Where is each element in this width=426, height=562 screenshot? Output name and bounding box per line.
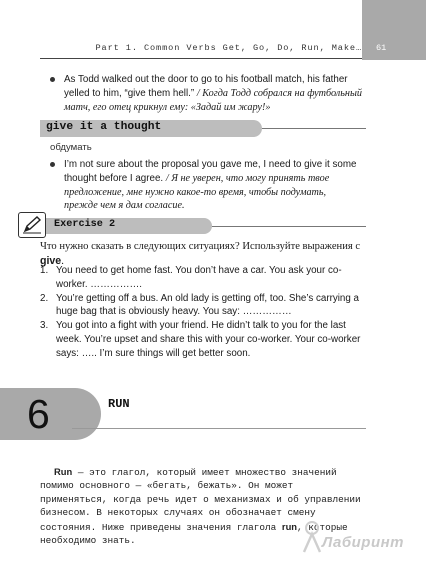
chapter-badge xyxy=(0,388,101,440)
section-heading-bar xyxy=(40,120,262,137)
exercise-item xyxy=(40,264,366,292)
exercise-item-text: You need to get home fast. You don’t have a car. You ask your co-worker. ……………. xyxy=(56,265,342,290)
exercise-instructions: Что нужно сказать в следующих ситуациях? Используйте выражения с give. xyxy=(40,241,361,267)
exercise-item-number: 2. xyxy=(40,292,49,304)
chapter-title: RUN xyxy=(108,397,130,411)
top-example xyxy=(50,73,362,114)
exercise-list xyxy=(40,264,366,361)
exercise-title: Exercise 2 xyxy=(54,219,116,230)
paragraph-keyword: Run xyxy=(54,466,73,477)
exercise-item xyxy=(40,319,366,360)
bullet-icon xyxy=(50,77,55,82)
exercise-divider xyxy=(212,226,366,227)
exercise-item-text: You’re getting off a bus. An old lady is getting off, too. She’s carrying a huge bag that is obviously heavy. You say: …………… xyxy=(56,292,359,318)
top-example-ru: / Когда Тодд собрался на футбольный матч, его отец крикнул ему: «Задай им жару!» xyxy=(64,87,362,113)
page-number-tab xyxy=(362,0,426,60)
exercise-intro-text: Что нужно сказать в следующих ситуациях? Используйте выражения с xyxy=(40,241,361,252)
section-translation: обдумать xyxy=(50,142,92,153)
paragraph-text-1: — это глагол, который имеет множество значений помимо основного — «бегать, бежать». Он может применяться, когда речь идет о механизмах и об управлении бизнесом. В некоторых случаях он обозначает смену состояния. Ниже приведены значения глагола xyxy=(40,467,361,533)
top-example-en: As Todd walked out the door to go to his football match, his father yelled to him, “give them hell.” xyxy=(64,74,348,99)
paragraph-keyword-2: run xyxy=(281,520,298,532)
chapter-number: 6 xyxy=(27,391,50,437)
section-example-ru: / Я не уверен, что могу принять твое предложение, мне нужно какое-то время, чтобы подумать, прежде чем я дам согласие. xyxy=(64,172,330,212)
exercise-heading-bar xyxy=(40,218,212,234)
exercise-item-number: 1. xyxy=(40,265,49,276)
exercise-item-text: You got into a fight with your friend. He didn’t talk to you for the last week. You’re upset and share this with your co-worker. Your co-worker says: ….. I’m sure things will get better soon. xyxy=(56,320,361,359)
bullet-icon xyxy=(50,162,55,167)
running-title: Part 1. Common Verbs Get, Go, Do, Run, Make… xyxy=(95,43,362,53)
exercise-item xyxy=(40,292,366,320)
exercise-item-number: 3. xyxy=(40,320,49,332)
labirint-mascot-icon xyxy=(300,520,324,554)
labirint-logo-text: Лабиринт xyxy=(322,534,405,551)
section-example xyxy=(50,158,362,213)
exercise-keyword: give xyxy=(40,255,62,267)
running-header xyxy=(40,30,366,59)
page-number: 61 xyxy=(376,43,387,53)
section-divider xyxy=(262,128,366,129)
paragraph-text-2: , которые необходимо знать. xyxy=(40,521,348,547)
pencil-icon xyxy=(18,212,46,238)
section-title: give it a thought xyxy=(46,121,162,133)
labirint-logo xyxy=(300,520,410,556)
chapter-divider xyxy=(72,428,366,429)
section-example-en: I’m not sure about the proposal you gave me, I need to give it some thought before I agree. xyxy=(64,159,357,184)
